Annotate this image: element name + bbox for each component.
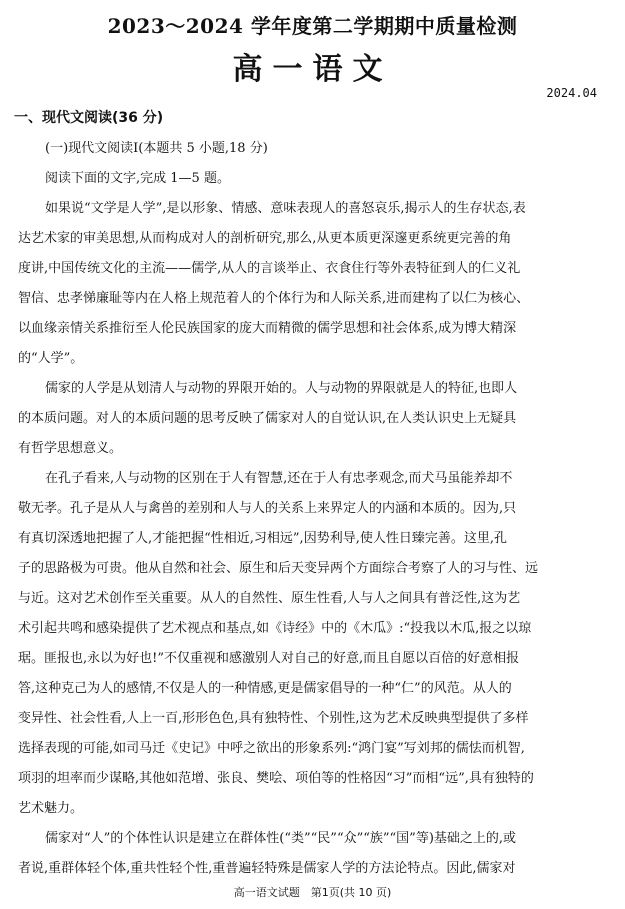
passage-line: 的本质问题。对人的本质问题的思考反映了儒家对人的自觉认识,在人类认识史上无疑具 <box>18 411 517 426</box>
passage-line: 子的思路极为可贵。他从自然和社会、原生和后天变异两个方面综合考察了人的习与性、远 <box>18 561 539 576</box>
passage-line: 项羽的坦率而少谋略,其他如范增、张良、樊哙、项伯等的性格因“习”而相“远”,具有独特的 <box>18 771 534 786</box>
passage-line: 的“人学”。 <box>18 351 84 366</box>
passage-line: 儒家对“人”的个体性认识是建立在群体性(“类”“民”“众”“族”“国”等)基础之上的,或 <box>45 831 517 846</box>
passage-line: 有真切深透地把握了人,才能把握“性相近,习相远”,因势利导,使人性日臻完善。这里,孔 <box>18 531 507 546</box>
passage-line: 答,这种克己为人的感情,不仅是人的一种情感,更是儒家倡导的一种“仁”的风范。从人的 <box>18 681 512 696</box>
passage-line: 变异性、社会性看,人上一百,形形色色,具有独特性、个别性,这为艺术反映典型提供了多样 <box>18 711 529 726</box>
passage-line: 儒家的人学是从划清人与动物的界限开始的。人与动物的界限就是人的特征,也即人 <box>45 381 518 396</box>
passage-line: 与近。这对艺术创作至关重要。从人的自然性、原生性看,人与人之间具有普泛性,这为艺 <box>18 591 521 606</box>
passage-line: 达艺术家的审美思想,从而构成对人的剖析研究,那么,从更本质更深邃更系统更完善的角 <box>18 231 512 246</box>
subject-title: 高一语文 <box>232 52 393 87</box>
passage-line: 在孔子看来,人与动物的区别在于人有智慧,还在于人有忠孝观念,而犬马虽能养却不 <box>45 471 513 486</box>
exam-date: 2024.04 <box>546 86 597 100</box>
page-footer: 高一语文试题 第1页(共 10 页) <box>233 886 392 899</box>
passage-line: 术引起共鸣和感染提供了艺术视点和基点,如《诗经》中的《木瓜》:“投我以木瓜,报之以琼 <box>18 621 532 636</box>
passage-line: 选择表现的可能,如司马迁《史记》中呼之欲出的形象系列:“鸿门宴”写刘邦的儒怯而机智, <box>18 741 525 756</box>
subsection-heading: (一)现代文阅读Ⅰ(本题共 5 小题,18 分) <box>45 141 268 156</box>
instruction-text: 阅读下面的文字,完成 1—5 题。 <box>45 171 230 186</box>
passage-line: 度讲,中国传统文化的主流——儒学,从人的言谈举止、衣食住行等外表特征到人的仁义礼 <box>18 261 521 276</box>
section-heading: 一、现代文阅读(36 分) <box>14 110 164 126</box>
passage-line: 如果说“文学是人学”,是以形象、情感、意味表现人的喜怒哀乐,揭示人的生存状态,表 <box>45 201 526 216</box>
passage-line: 琚。匪报也,永以为好也!”不仅重视和感激别人对自己的好意,而且自愿以百倍的好意相报 <box>18 651 520 666</box>
passage-line: 者说,重群体轻个体,重共性轻个性,重普遍轻特殊是儒家人学的方法论特点。因此,儒家对 <box>18 861 516 876</box>
passage-line: 以血缘亲情关系推衍至人伦民族国家的庞大而精微的儒学思想和社会体系,成为博大精深 <box>18 321 517 336</box>
exam-title: 2023～2024 学年度第二学期期中质量检测 <box>107 14 518 38</box>
passage-line: 敬无孝。孔子是从人与禽兽的差别和人与人的关系上来界定人的内涵和本质的。因为,只 <box>18 501 517 516</box>
passage-line: 有哲学思想意义。 <box>18 441 123 456</box>
passage-line: 艺术魅力。 <box>18 801 84 816</box>
passage-line: 智信、忠孝悌廉耻等内在人格上规范着人的个体行为和人际关系,进而建构了以仁为核心、 <box>18 291 530 306</box>
